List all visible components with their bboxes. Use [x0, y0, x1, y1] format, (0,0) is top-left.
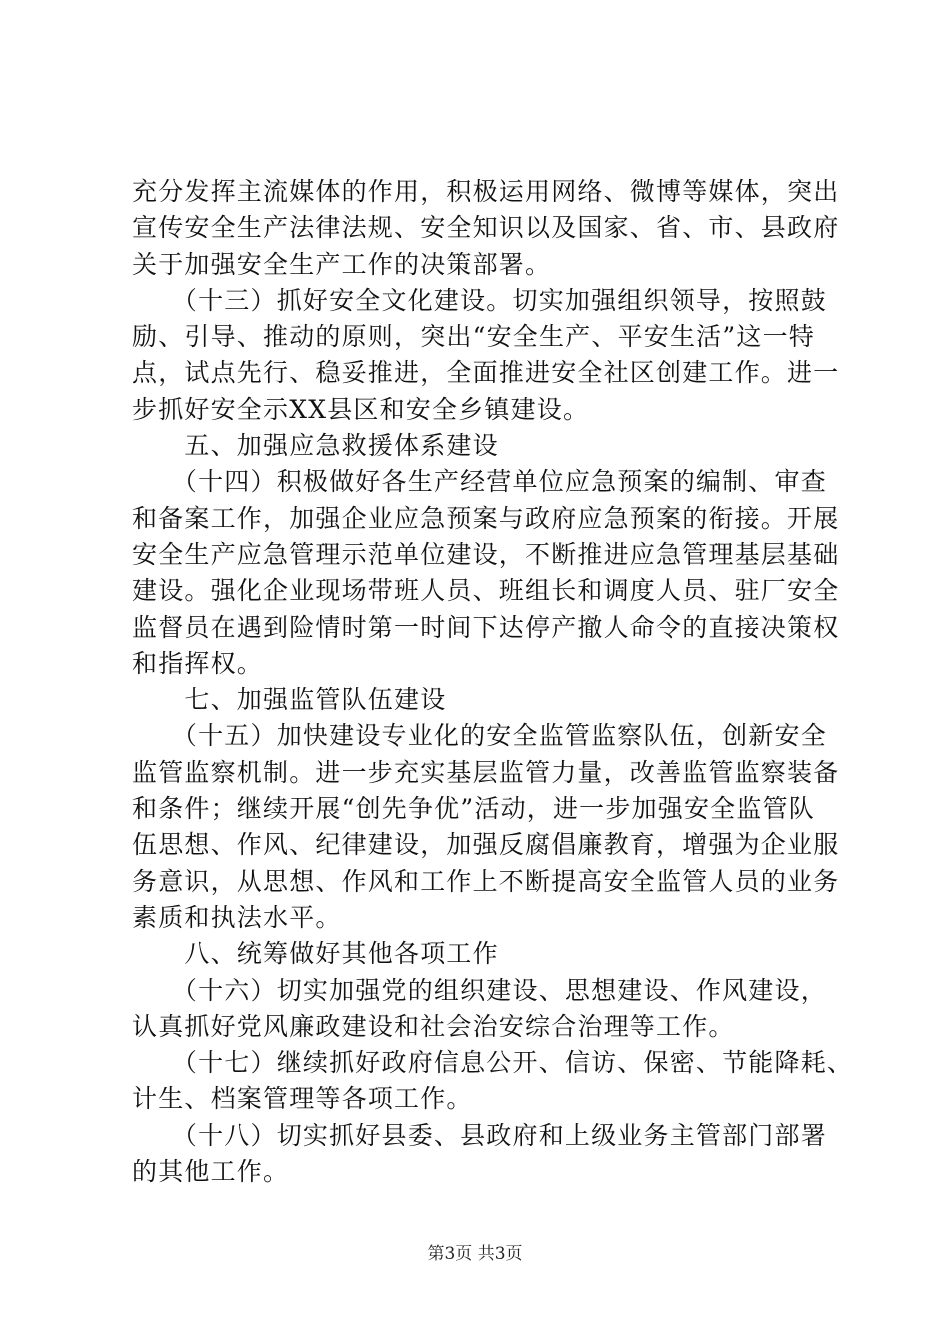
- text-line: 素质和执法水平。: [132, 902, 342, 932]
- section-heading: 五、加强应急救援体系建设: [132, 431, 499, 461]
- text-line: 监督员在遇到险情时第一时间下达停产撤人命令的直接决策权: [132, 612, 840, 642]
- text-line: 计生、档案管理等各项工作。: [132, 1084, 473, 1114]
- text-line: 安全生产应急管理示范单位建设，不断推进应急管理基层基础: [132, 539, 840, 569]
- page-footer: [0, 1243, 950, 1265]
- text-line: （十六）切实加强党的组织建设、思想建设、作风建设，: [132, 975, 827, 1005]
- text-line: 宣传安全生产法律法规、安全知识以及国家、省、市、县政府: [132, 213, 840, 243]
- text-line: 励、引导、推动的原则，突出“安全生产、平安生活”这一特: [132, 322, 815, 352]
- section-heading: 七、加强监管队伍建设: [132, 685, 447, 715]
- text-line: 和备案工作，加强企业应急预案与政府应急预案的衔接。开展: [132, 503, 840, 533]
- text-line: 建设。强化企业现场带班人员、班组长和调度人员、驻厂安全: [132, 576, 840, 606]
- text-line: 充分发挥主流媒体的作用，积极运用网络、微博等媒体，突出: [132, 177, 840, 206]
- text-line: 认真抓好党风廉政建设和社会治安综合治理等工作。: [132, 1011, 735, 1041]
- text-line: 伍思想、作风、纪律建设，加强反腐倡廉教育，增强为企业服: [132, 830, 840, 860]
- text-line: （十八）切实抓好县委、县政府和上级业务主管部门部署: [132, 1120, 827, 1150]
- text-line: （十三）抓好安全文化建设。切实加强组织领导，按照鼓: [132, 285, 827, 315]
- text-line: 和条件；继续开展“创先争优”活动，进一步加强安全监管队: [132, 794, 815, 824]
- text-line: （十七）继续抓好政府信息公开、信访、保密、节能降耗、: [132, 1048, 854, 1078]
- text-line: （十四）积极做好各生产经营单位应急预案的编制、审查: [132, 467, 827, 497]
- text-line: 和指挥权。: [132, 648, 264, 678]
- text-line: 点，试点先行、稳妥推进，全面推进安全社区创建工作。进一: [132, 358, 840, 388]
- text-line: 监管监察机制。进一步充实基层监管力量，改善监管监察装备: [132, 757, 840, 787]
- section-heading: 八、统筹做好其他各项工作: [132, 939, 499, 969]
- text-line: 的其他工作。: [132, 1157, 290, 1187]
- text-line: 步抓好安全示XX县区和安全乡镇建设。: [132, 394, 590, 424]
- document-body: [132, 174, 862, 1190]
- text-line: 务意识，从思想、作风和工作上不断提高安全监管人员的业务: [132, 866, 840, 896]
- text-line: （十五）加快建设专业化的安全监管监察队伍，创新安全: [132, 721, 827, 751]
- text-line: 关于加强安全生产工作的决策部署。: [132, 249, 552, 279]
- page-number-label: 第3页 共3页: [427, 1244, 523, 1264]
